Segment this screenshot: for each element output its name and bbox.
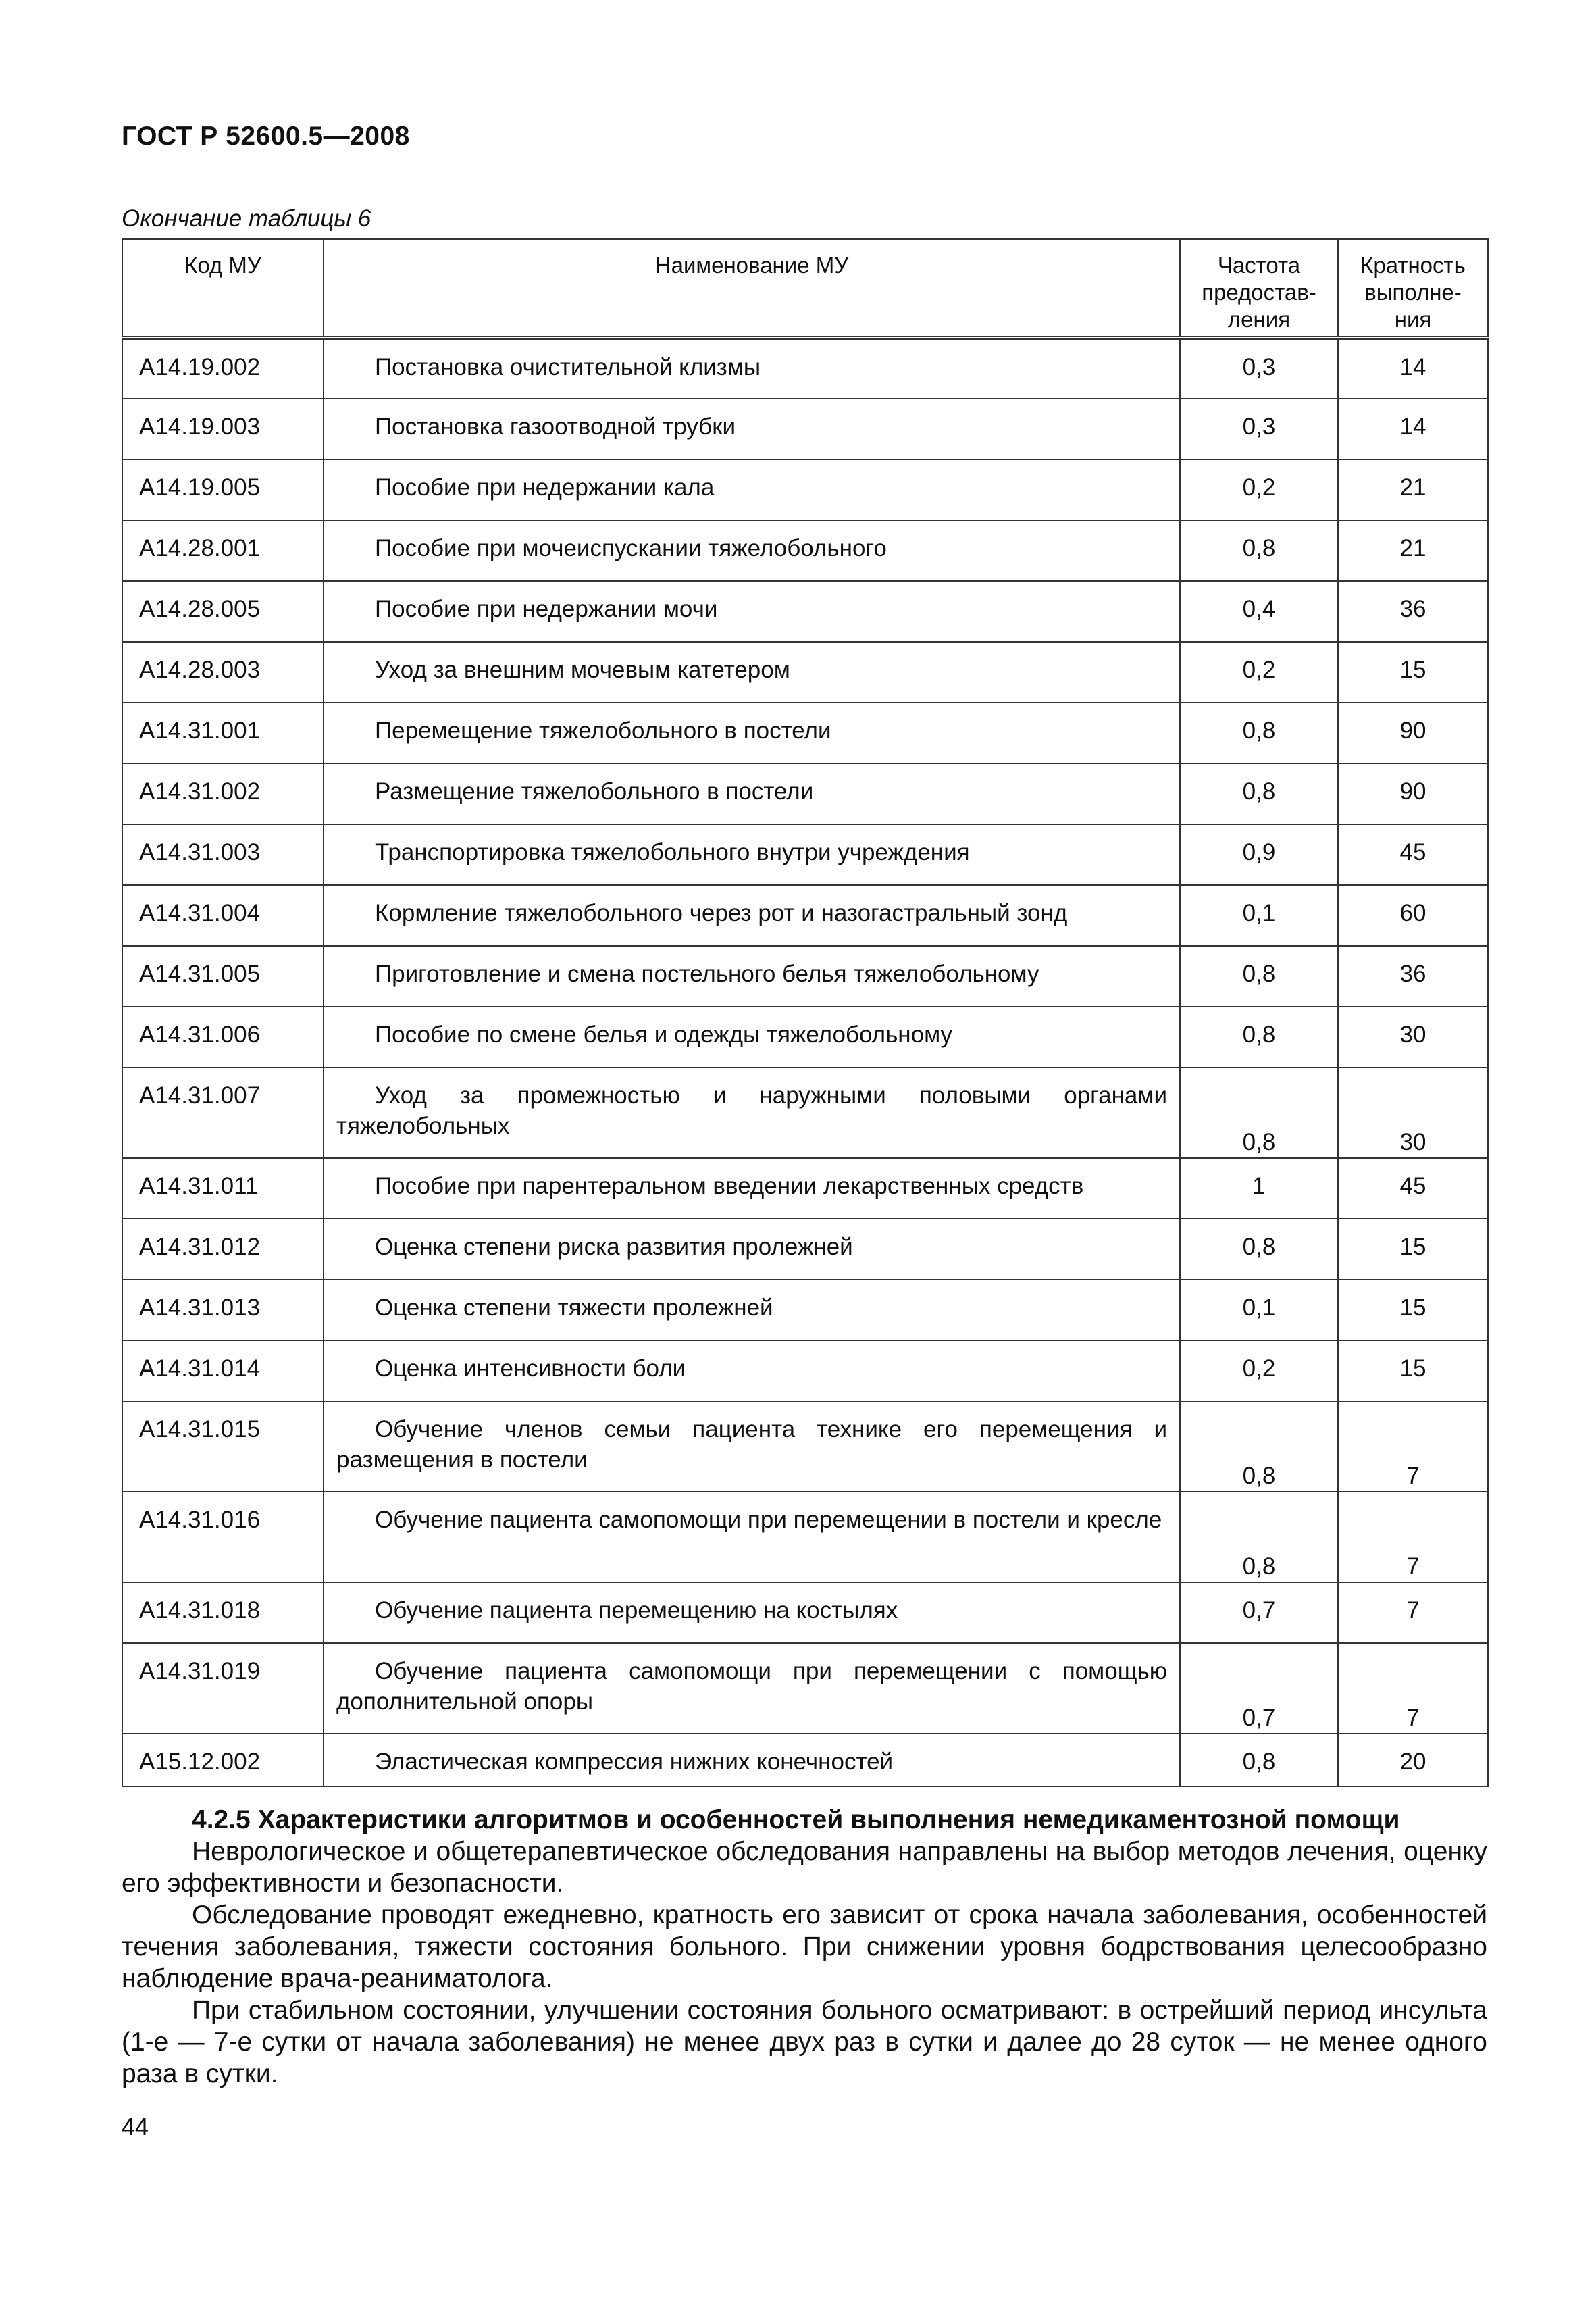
cell-name: Обучение членов семьи пациента технике его перемещения и размещения в постели xyxy=(324,1401,1180,1492)
cell-name: Пособие при мочеиспускании тяжелобольного xyxy=(324,520,1180,581)
cell-multiplicity: 15 xyxy=(1338,1280,1488,1340)
cell-multiplicity: 30 xyxy=(1338,1067,1488,1158)
table-row xyxy=(122,642,1488,703)
cell-name: Пособие при недержании кала xyxy=(324,459,1180,520)
table-row xyxy=(122,581,1488,642)
section-paragraphs xyxy=(122,1836,1487,2090)
cell-name: Эластическая компрессия нижних конечностей xyxy=(324,1734,1180,1786)
cell-multiplicity: 15 xyxy=(1338,1219,1488,1280)
cell-name: Обучение пациента перемещению на костылях xyxy=(324,1582,1180,1643)
cell-code: A14.28.001 xyxy=(122,520,324,581)
cell-multiplicity: 21 xyxy=(1338,520,1488,581)
table-row xyxy=(122,885,1488,946)
cell-code: A14.31.012 xyxy=(122,1219,324,1280)
cell-multiplicity: 90 xyxy=(1338,763,1488,824)
table-row xyxy=(122,338,1488,399)
cell-frequency: 0,8 xyxy=(1180,946,1338,1007)
cell-frequency: 0,8 xyxy=(1180,1734,1338,1786)
header-frequency: Частота предостав- ления xyxy=(1180,239,1338,338)
cell-multiplicity: 7 xyxy=(1338,1582,1488,1643)
cell-multiplicity: 45 xyxy=(1338,1158,1488,1219)
cell-name: Обучение пациента самопомощи при перемещении с помощью дополнительной опоры xyxy=(324,1643,1180,1734)
cell-multiplicity: 14 xyxy=(1338,338,1488,399)
cell-code: A14.31.016 xyxy=(122,1492,324,1582)
table-row xyxy=(122,1280,1488,1340)
cell-code: A14.19.003 xyxy=(122,399,324,459)
cell-frequency: 0,8 xyxy=(1180,763,1338,824)
table-row xyxy=(122,1582,1488,1643)
cell-code: A14.31.018 xyxy=(122,1582,324,1643)
cell-name: Оценка степени тяжести пролежней xyxy=(324,1280,1180,1340)
table-row xyxy=(122,1734,1488,1786)
table-row xyxy=(122,703,1488,763)
cell-frequency: 0,2 xyxy=(1180,1340,1338,1401)
cell-code: A14.31.004 xyxy=(122,885,324,946)
paragraph: Неврологическое и общетерапевтическое обследования направлены на выбор методов лечения, оценку его эффективности и безопасности. xyxy=(122,1837,1487,1898)
cell-name: Кормление тяжелобольного через рот и назогастральный зонд xyxy=(324,885,1180,946)
cell-frequency: 0,1 xyxy=(1180,885,1338,946)
cell-name: Оценка интенсивности боли xyxy=(324,1340,1180,1401)
header-name: Наименование МУ xyxy=(324,239,1180,338)
cell-frequency: 0,3 xyxy=(1180,399,1338,459)
cell-multiplicity: 15 xyxy=(1338,642,1488,703)
table-row xyxy=(122,1067,1488,1158)
table-row xyxy=(122,399,1488,459)
cell-frequency: 0,7 xyxy=(1180,1582,1338,1643)
cell-frequency: 0,8 xyxy=(1180,1219,1338,1280)
cell-code: A14.28.003 xyxy=(122,642,324,703)
cell-name: Пособие при парентеральном введении лекарственных средств xyxy=(324,1158,1180,1219)
cell-code: A14.31.003 xyxy=(122,824,324,885)
cell-frequency: 0,8 xyxy=(1180,520,1338,581)
cell-frequency: 0,9 xyxy=(1180,824,1338,885)
cell-frequency: 1 xyxy=(1180,1158,1338,1219)
cell-code: A14.31.005 xyxy=(122,946,324,1007)
cell-multiplicity: 90 xyxy=(1338,703,1488,763)
cell-multiplicity: 14 xyxy=(1338,399,1488,459)
header-multiplicity: Кратность выполне- ния xyxy=(1338,239,1488,338)
cell-multiplicity: 7 xyxy=(1338,1492,1488,1582)
services-table xyxy=(122,238,1489,1787)
cell-code: A14.31.001 xyxy=(122,703,324,763)
table-row xyxy=(122,1219,1488,1280)
cell-frequency: 0,2 xyxy=(1180,459,1338,520)
cell-multiplicity: 30 xyxy=(1338,1007,1488,1067)
cell-frequency: 0,8 xyxy=(1180,1492,1338,1582)
table-row xyxy=(122,1340,1488,1401)
table-caption: Окончание таблицы 6 xyxy=(122,205,371,232)
cell-code: A14.31.006 xyxy=(122,1007,324,1067)
paragraph: Обследование проводят ежедневно, кратность его зависит от срока начала заболевания, особенностей течения заболевания, тяжести состояния больного. При снижении уровня бодрствования целесообразно наблюдение врача-реаниматолога. xyxy=(122,1901,1487,1993)
cell-multiplicity: 7 xyxy=(1338,1401,1488,1492)
cell-code: A14.28.005 xyxy=(122,581,324,642)
cell-code: A14.19.005 xyxy=(122,459,324,520)
cell-name: Оценка степени риска развития пролежней xyxy=(324,1219,1180,1280)
page-number: 44 xyxy=(122,2113,149,2140)
cell-multiplicity: 45 xyxy=(1338,824,1488,885)
table-row xyxy=(122,1401,1488,1492)
cell-multiplicity: 36 xyxy=(1338,581,1488,642)
cell-code: A14.31.007 xyxy=(122,1067,324,1158)
section-heading: 4.2.5 Характеристики алгоритмов и особенностей выполнения немедикаментозной помощи xyxy=(192,1805,1400,1834)
cell-name: Приготовление и смена постельного белья тяжелобольному xyxy=(324,946,1180,1007)
table-row xyxy=(122,824,1488,885)
cell-frequency: 0,8 xyxy=(1180,1401,1338,1492)
cell-code: A14.31.013 xyxy=(122,1280,324,1340)
cell-name: Транспортировка тяжелобольного внутри учреждения xyxy=(324,824,1180,885)
cell-name: Уход за внешним мочевым катетером xyxy=(324,642,1180,703)
table-header-row xyxy=(122,239,1488,338)
cell-name: Пособие по смене белья и одежды тяжелобольному xyxy=(324,1007,1180,1067)
cell-frequency: 0,4 xyxy=(1180,581,1338,642)
cell-frequency: 0,8 xyxy=(1180,1067,1338,1158)
table-row xyxy=(122,1643,1488,1734)
cell-code: A14.31.014 xyxy=(122,1340,324,1401)
section-body xyxy=(122,1804,1487,1836)
table-row xyxy=(122,520,1488,581)
cell-code: A14.31.011 xyxy=(122,1158,324,1219)
table-row xyxy=(122,1158,1488,1219)
table-row xyxy=(122,946,1488,1007)
cell-frequency: 0,8 xyxy=(1180,703,1338,763)
cell-multiplicity: 15 xyxy=(1338,1340,1488,1401)
table-row xyxy=(122,459,1488,520)
cell-name: Постановка газоотводной трубки xyxy=(324,399,1180,459)
table-body xyxy=(122,338,1488,1786)
cell-multiplicity: 7 xyxy=(1338,1643,1488,1734)
cell-multiplicity: 21 xyxy=(1338,459,1488,520)
header-code: Код МУ xyxy=(122,239,324,338)
cell-frequency: 0,3 xyxy=(1180,338,1338,399)
cell-code: A14.31.015 xyxy=(122,1401,324,1492)
cell-code: A14.19.002 xyxy=(122,338,324,399)
cell-name: Постановка очистительной клизмы xyxy=(324,338,1180,399)
cell-name: Обучение пациента самопомощи при перемещении в постели и кресле xyxy=(324,1492,1180,1582)
cell-name: Пособие при недержании мочи xyxy=(324,581,1180,642)
cell-multiplicity: 20 xyxy=(1338,1734,1488,1786)
table-row xyxy=(122,1492,1488,1582)
cell-name: Уход за промежностью и наружными половыми органами тяжелобольных xyxy=(324,1067,1180,1158)
cell-frequency: 0,7 xyxy=(1180,1643,1338,1734)
cell-code: A15.12.002 xyxy=(122,1734,324,1786)
cell-name: Перемещение тяжелобольного в постели xyxy=(324,703,1180,763)
cell-name: Размещение тяжелобольного в постели xyxy=(324,763,1180,824)
cell-multiplicity: 36 xyxy=(1338,946,1488,1007)
cell-code: A14.31.002 xyxy=(122,763,324,824)
cell-frequency: 0,1 xyxy=(1180,1280,1338,1340)
cell-frequency: 0,8 xyxy=(1180,1007,1338,1067)
table-row xyxy=(122,1007,1488,1067)
cell-frequency: 0,2 xyxy=(1180,642,1338,703)
cell-code: A14.31.019 xyxy=(122,1643,324,1734)
paragraph: При стабильном состоянии, улучшении состояния больного осматривают: в острейший период инсульта (1-е — 7-е сутки от начала заболевания) не менее двух раз в сутки и далее до 28 суток — не менее одного раза в сутки. xyxy=(122,1996,1487,2088)
cell-multiplicity: 60 xyxy=(1338,885,1488,946)
standard-id: ГОСТ Р 52600.5—2008 xyxy=(122,122,410,151)
table-row xyxy=(122,763,1488,824)
